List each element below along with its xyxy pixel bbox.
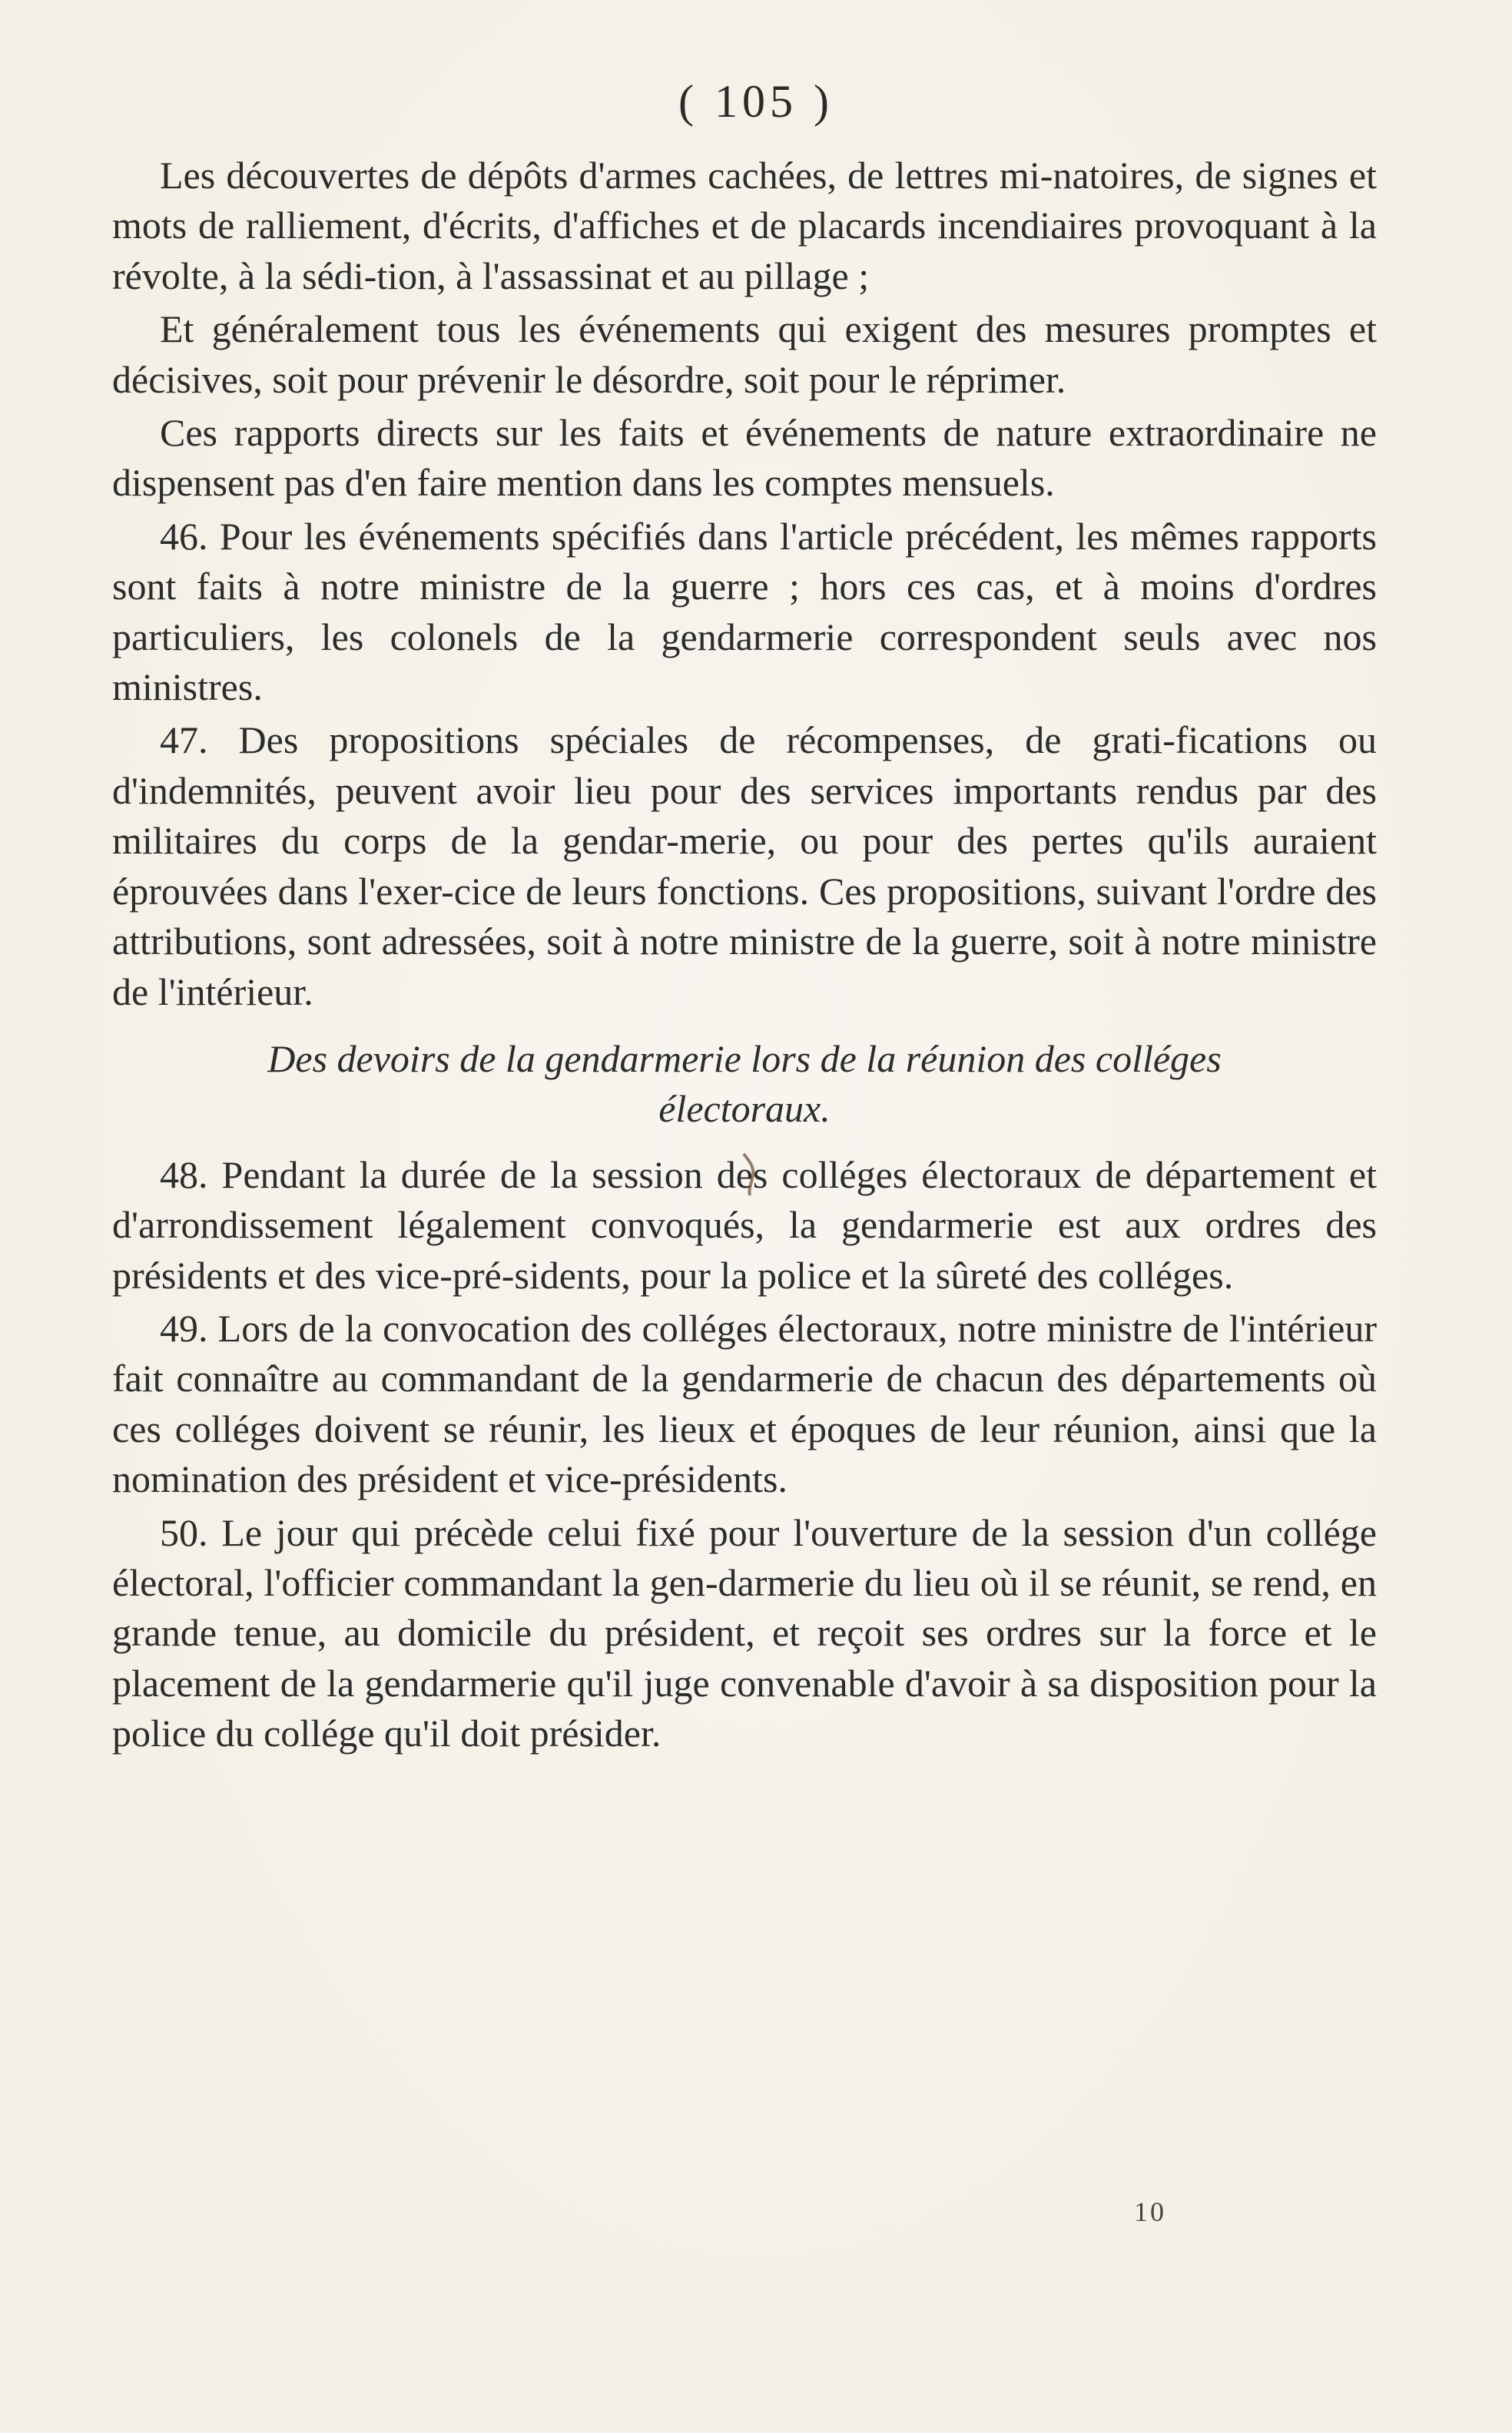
signature-mark: 10 <box>1134 2196 1166 2227</box>
article-49: 49. Lors de la convocation des colléges électoraux, notre ministre de l'intérieur fait connaître au commandant de la gendarmerie de chacun des départements où ces colléges doivent se réunir, les lieux et époques de leur réunion, ainsi que la nomination des président et vice-présidents. <box>112 1306 1377 1501</box>
article-47: 47. Des propositions spéciales de récompenses, de grati-fications ou d'indemnités, peuvent avoir lieu pour des services importants rendus par des militaires du corps de la gendar-merie, ou pour des pertes qu'ils auraient éprouvées dans l'exer-cice de leurs fonctions. Ces propositions, suivant l'ordre des attributions, sont adressées, soit à notre ministre de la guerre, soit à notre ministre de l'intérieur. <box>112 718 1377 1013</box>
article-48: 48. Pendant la durée de la session des colléges électoraux de département et d'arrondissement légalement convoqués, la gendarmerie est aux ordres des présidents et des vice-pré-sidents, pour la police et la sûreté des colléges. <box>112 1152 1377 1297</box>
ink-smudge-mark <box>738 1152 761 1197</box>
paragraph-discoveries: Les découvertes de dépôts d'armes cachées, de lettres mi-natoires, de signes et mots de ralliement, d'écrits, d'affiches et de placards incendiaires provoquant à la révolte, à la sédi-tion, à l'assassinat et au pillage ; <box>112 154 1377 297</box>
article-50: 50. Le jour qui précède celui fixé pour l'ouverture de la session d'un collége électoral, l'officier commandant la gen-darmerie du lieu où il se réunit, se rend, en grande tenue, au domicile du président, et reçoit ses ordres sur la force et le placement de la gendarmerie qu'il juge convenable d'avoir à sa disposition pour la police du collége qu'il doit présider. <box>112 1510 1377 1755</box>
page-body <box>112 151 1377 1759</box>
section-heading-line-1: Des devoirs de la gendarmerie lors de la réunion des colléges <box>267 1036 1222 1080</box>
article-46: 46. Pour les événements spécifiés dans l'article précédent, les mêmes rapports sont faits à notre ministre de la guerre ; hors ces cas, et à moins d'ordres particuliers, les colonels de la gendarmerie correspondent seuls avec nos ministres. <box>112 514 1377 709</box>
section-heading <box>112 1034 1377 1135</box>
page-number-header: ( 105 ) <box>678 76 834 127</box>
paragraph-events: Et généralement tous les événements qui exigent des mesures promptes et décisives, soit pour prévenir le désordre, soit pour le réprimer. <box>112 307 1377 401</box>
section-heading-line-2: électoraux. <box>658 1087 831 1131</box>
paragraph-direct-reports: Ces rapports directs sur les faits et événements de nature extraordinaire ne dispensent pas d'en faire mention dans les comptes mensuels. <box>112 411 1377 505</box>
